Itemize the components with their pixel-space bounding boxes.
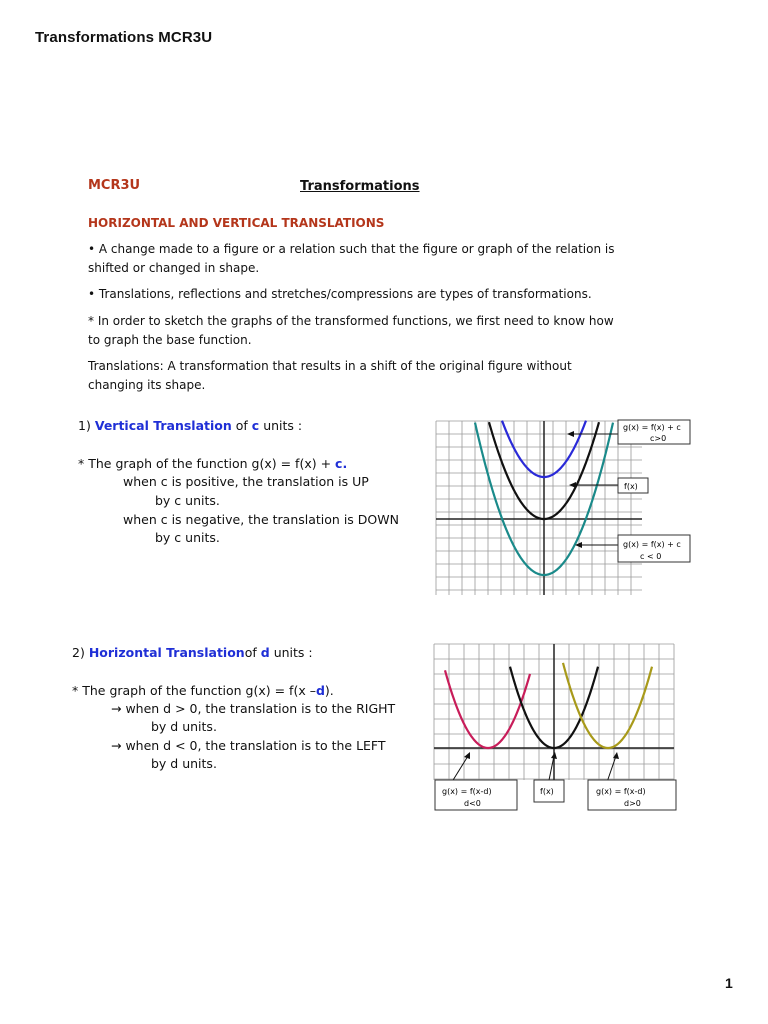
vertical-graph-line-var: c <box>335 456 343 471</box>
vertical-name: Vertical Translation <box>94 418 232 433</box>
horizontal-of: of <box>244 645 257 660</box>
vertical-graph-line-text: * The graph of the function g(x) = f(x) + <box>78 456 332 471</box>
horizontal-left-1: → when d < 0, the translation is to the LEFT <box>111 738 386 753</box>
vertical-label-up-text: g(x) = f(x) + c <box>623 423 681 432</box>
horizontal-graph-line-var: d <box>315 683 325 698</box>
paragraph-types: • Translations, reflections and stretches/compressions are types of transformations. <box>88 287 592 301</box>
horizontal-var: d <box>260 645 270 660</box>
vertical-positive-1: when c is positive, the translation is UP <box>123 474 369 489</box>
horizontal-graph-line-text: * The graph of the function g(x) = f(x – <box>72 683 316 698</box>
vertical-positive-2: by c units. <box>155 493 220 508</box>
horizontal-graph-line-end: ). <box>324 683 334 698</box>
vertical-graph-line <box>78 454 347 473</box>
horizontal-curve-left <box>445 670 530 748</box>
vertical-units: units : <box>263 418 303 433</box>
horizontal-label-left-cond: d<0 <box>464 799 481 808</box>
horizontal-left-2: by d units. <box>151 756 217 771</box>
vertical-translation-graph <box>430 415 700 597</box>
page-number: 1 <box>725 975 733 991</box>
horizontal-heading <box>72 643 313 662</box>
horizontal-label-left-text: g(x) = f(x-d) <box>442 787 492 796</box>
vertical-of: of <box>235 418 248 433</box>
vertical-label-down-text: g(x) = f(x) + c <box>623 540 681 549</box>
horizontal-arrowhead-left <box>464 752 470 759</box>
horizontal-right-2: by d units. <box>151 719 217 734</box>
horizontal-name: Horizontal Translation <box>88 645 245 660</box>
paragraph-translations: Translations: A transformation that results in a shift of the original figure without changing its shape. <box>88 359 572 392</box>
horizontal-curve-right <box>563 663 652 748</box>
vertical-negative-1: when c is negative, the translation is DOWN <box>123 512 399 527</box>
vertical-label-down-cond: c < 0 <box>640 552 662 561</box>
course-code: MCR3U <box>88 178 141 193</box>
vertical-heading <box>78 416 302 435</box>
horizontal-right-1: → when d > 0, the translation is to the RIGHT <box>111 701 396 716</box>
horizontal-number: 2) <box>72 645 85 660</box>
horizontal-label-right-cond: d>0 <box>624 799 641 808</box>
vertical-number: 1) <box>78 418 91 433</box>
doc-title: Transformations <box>300 179 420 194</box>
paragraph-definition: • A change made to a figure or a relation such that the figure or graph of the relation is shifted or changed in shape. <box>88 242 615 275</box>
vertical-arrowhead-base <box>569 482 576 488</box>
vertical-graph-grid <box>436 421 642 595</box>
horizontal-label-right-text: g(x) = f(x-d) <box>596 787 646 796</box>
horizontal-label-base-text: f(x) <box>540 787 554 796</box>
vertical-arrowhead-up <box>567 431 574 437</box>
horizontal-translation-graph <box>430 640 680 812</box>
vertical-label-up-cond: c>0 <box>650 434 667 443</box>
horizontal-graph-line <box>72 681 334 700</box>
horizontal-units: units : <box>273 645 313 660</box>
section-heading: HORIZONTAL AND VERTICAL TRANSLATIONS <box>88 216 385 230</box>
paragraph-base-function: * In order to sketch the graphs of the transformed functions, we first need to know how to graph the base function. <box>88 314 614 347</box>
vertical-var: c <box>251 418 260 433</box>
vertical-graph-line-end: . <box>342 456 348 471</box>
page-header-title: Transformations MCR3U <box>35 29 213 46</box>
vertical-label-base-text: f(x) <box>624 482 638 491</box>
vertical-negative-2: by c units. <box>155 530 220 545</box>
